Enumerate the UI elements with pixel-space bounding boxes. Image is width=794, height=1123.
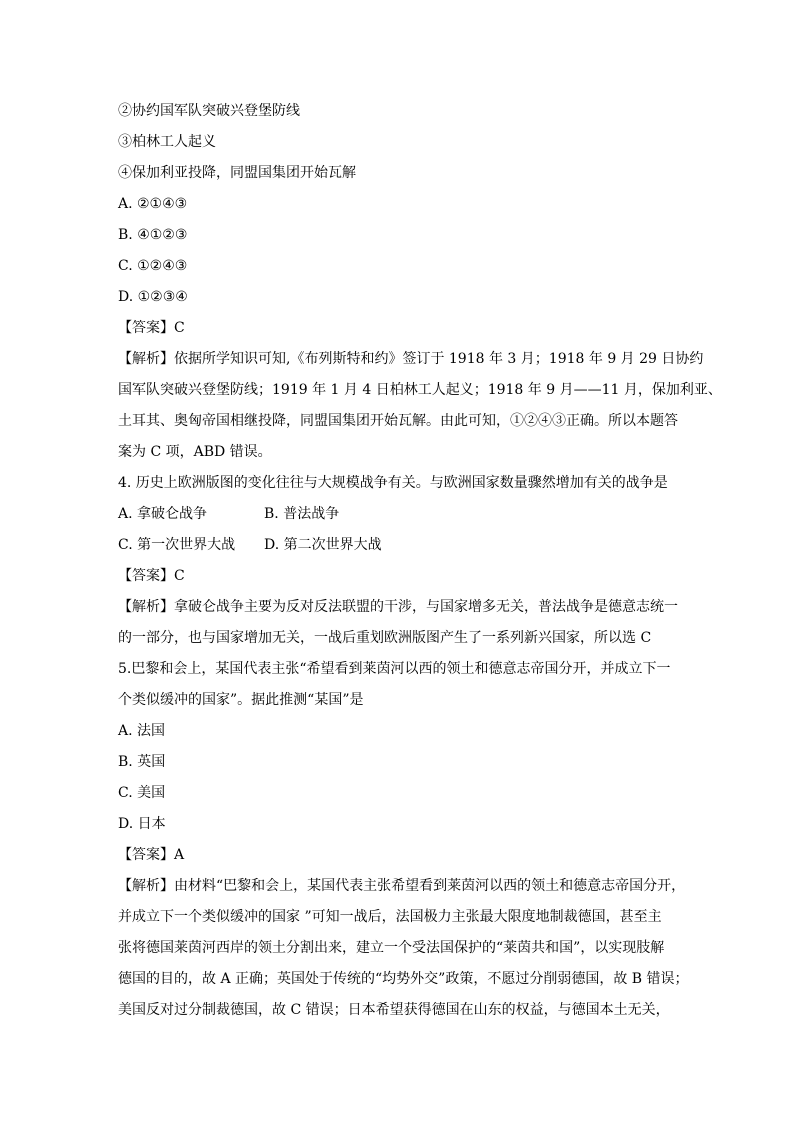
- q4-option-d: D. 第二次世界大战: [264, 537, 382, 553]
- q3-analysis-line-1: [118, 344, 704, 375]
- q4-analysis-line-1: [118, 592, 678, 623]
- q3-option-a: A. ②①④③: [118, 196, 188, 212]
- q5-analysis: [118, 871, 689, 1026]
- q3-answer: [118, 313, 678, 344]
- analysis-label: 【解析】: [118, 599, 174, 615]
- q5-option-a: A. 法国: [118, 723, 166, 739]
- q5-stem-line-2: 个类似缓冲的国家”。据此推测“某国”是: [118, 692, 364, 708]
- q3-option-d: D. ①②③④: [118, 289, 188, 305]
- q4-answer: [118, 561, 678, 592]
- answer-value: C: [174, 320, 185, 336]
- q3-analysis-line-2: 国军队突破兴登堡防线；1919 年 1 月 4 日柏林工人起义；1918 年 9 月——11 月，保加利亚、: [118, 382, 722, 398]
- q3-item-2: ②协约国军队突破兴登堡防线: [118, 103, 300, 119]
- q4-option-b: B. 普法战争: [264, 506, 340, 522]
- q3-analysis-line-3: 土耳其、奥匈帝国相继投降，同盟国集团开始瓦解。由此可知，①②④③正确。所以本题答: [118, 413, 678, 429]
- analysis-label: 【解析】: [118, 351, 174, 367]
- q4-option-c: C. 第一次世界大战: [118, 537, 236, 553]
- answer-label: 【答案】: [118, 847, 174, 863]
- q5-stem: [118, 654, 678, 716]
- q4-option-a: A. 拿破仑战争: [118, 506, 208, 522]
- q5-option-b: B. 英国: [118, 754, 166, 770]
- q4-options-row-1: [118, 499, 678, 530]
- answer-label: 【答案】: [118, 568, 174, 584]
- q4-analysis: [118, 592, 678, 654]
- q3-option-c: C. ①②④③: [118, 258, 188, 274]
- answer-value: C: [174, 568, 185, 584]
- q5-stem-line-1: 5.巴黎和会上，某国代表主张“希望看到莱茵河以西的领土和德意志帝国分开，并成立下一: [118, 661, 671, 677]
- answer-value: A: [174, 847, 185, 863]
- q5-analysis-line-1: [118, 871, 686, 902]
- analysis-text: 依据所学知识可知,《布列斯特和约》签订于 1918 年 3 月；1918 年 9 月 29 日协约: [174, 351, 704, 367]
- q5-option-d: D. 日本: [118, 816, 166, 832]
- q3-item-4: ④保加利亚投降，同盟国集团开始瓦解: [118, 165, 356, 181]
- q5-answer: [118, 840, 678, 871]
- document-page: [118, 96, 722, 1026]
- q4-analysis-line-2: 的一部分，也与国家增加无关，一战后重划欧洲版图产生了一系列新兴国家，所以选 C: [118, 630, 652, 646]
- analysis-text: 由材料“巴黎和会上，某国代表主张希望看到莱茵河以西的领土和德意志帝国分开，: [174, 878, 686, 894]
- q3-analysis: [118, 344, 722, 468]
- q5-option-c: C. 美国: [118, 785, 166, 801]
- q3-option-b: B. ④①②③: [118, 227, 188, 243]
- q5-analysis-line-5: 美国反对过分制裁德国，故 C 错误；日本希望获得德国在山东的权益，与德国本土无关，: [118, 1002, 670, 1018]
- q5-analysis-line-3: 张将德国莱茵河西岸的领土分割出来，建立一个受法国保护的“莱茵共和国”，以实现肢解: [118, 940, 665, 956]
- q5-analysis-line-4: 德国的目的，故 A 正确；英国处于传统的“均势外交”政策，不愿过分削弱德国，故 B 错误；: [118, 971, 689, 987]
- answer-label: 【答案】: [118, 320, 174, 336]
- q3-item-3: ③柏林工人起义: [118, 134, 216, 150]
- q3-analysis-line-4: 案为 C 项，ABD 错误。: [118, 444, 272, 460]
- q4-stem: 4. 历史上欧洲版图的变化往往与大规模战争有关。与欧洲国家数量骤然增加有关的战争是: [118, 475, 668, 491]
- q5-analysis-line-2: 并成立下一个类似缓冲的国家 ”可知一战后，法国极力主张最大限度地制裁德国，甚至主: [118, 909, 662, 925]
- analysis-label: 【解析】: [118, 878, 174, 894]
- q4-options-row-2: [118, 530, 678, 561]
- analysis-text: 拿破仑战争主要为反对反法联盟的干涉，与国家增多无关，普法战争是德意志统一: [174, 599, 678, 615]
